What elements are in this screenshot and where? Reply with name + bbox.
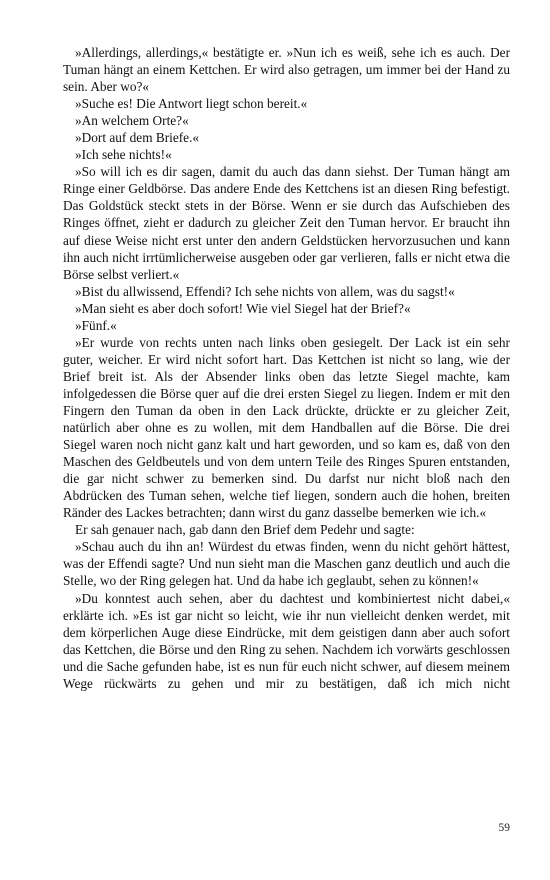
paragraph: Er sah genauer nach, gab dann den Brief dem Pedehr und sagte: [75,522,415,538]
paragraph: »Schau auch du ihn an! Würdest du etwas finden, wenn du nicht gehört hättest, was der Effendi sagte? Und nun sieht man die Maschen ganz deutlich und auch die Stelle, wo der Ring gelegen hat. Und da habe ich geglaubt, sehen zu können!« [63,539,510,589]
paragraph: »Suche es! Die Antwort liegt schon bereit.« [75,96,308,112]
paragraph: »Ich sehe nichts!« [75,147,172,163]
paragraph: »Bist du allwissend, Effendi? Ich sehe nichts von allem, was du sagst!« [75,283,455,299]
paragraph: »Man sieht es aber doch sofort! Wie viel Siegel hat der Brief?« [75,300,411,316]
page-number: 59 [498,822,510,834]
body-text [63,44,510,692]
paragraph: »Allerdings, allerdings,« bestätigte er. »Nun ich es weiß, sehe ich es auch. Der Tuman hängt an einem Kettchen. Er wird also getragen, um immer bei der Hand zu sein. Aber wo?« [63,45,510,95]
paragraph: »Dort auf dem Briefe.« [75,130,200,146]
paragraph: »Du konntest auch sehen, aber du dachtest und kombiniertest nicht dabei,« erklärte ich. »Es ist gar nicht so leicht, wie ihr nun vielleicht denken werdet, mit dem körperlichen Auge diese Eindrücke, mit dem geistigen dann aber auch sofort das Kettchen, die Börse und den Ring zu sehen. Nachdem ich vorwärts geschlossen und die Sache gefunden habe, ist es nun für euch nicht schwer, auf diesem meinem Wege rückwärts zu gehen und mir zu bestätigen, daß ich mich nicht [63,590,510,691]
paragraph: »Fünf.« [75,317,117,333]
paragraph: »Er wurde von rechts unten nach links oben gesiegelt. Der Lack ist ein sehr guter, weicher. Er wird nicht sofort hart. Das Kettchen ist nicht so lang, wie der Brief breit ist. Als der Absender links oben das letzte Siegel machte, kam infolgedessen die Börse quer auf die drei ersten Siegel zu liegen. Indem er mit den Fingern den Tuman da oben in den Lack drückte, drückte er zu gleicher Zeit, natürlich aber ohne es zu wollen, mit dem Handballen auf die Börse. Die drei Siegel waren noch nicht ganz kalt und hart geworden, und so kam es, daß von den Maschen des Geldbeutels und von dem untern Teile des Ringes Spuren entstanden, die gar nicht schwer zu bemerken sind. Du darfst nur nicht bloß nach den Abdrücken des Tuman sehen, welche tief liegen, sondern auch die hohen, breiten Ränder des Lackes betrachten; dann wirst du ganz dasselbe bemerken wie ich.« [63,334,510,521]
paragraph: »An welchem Orte?« [75,113,189,129]
paragraph: »So will ich es dir sagen, damit du auch das dann siehst. Der Tuman hängt am Ringe einer Geldbörse. Das andere Ende des Kettchens ist an diesen Ring befestigt. Das Goldstück steckt stets in der Börse. Wenn er sie durch das Aufschieben des Ringes öffnet, zieht er dadurch zu gleicher Zeit den Tuman hervor. Er braucht ihn auf diese Weise nicht erst unter den andern Geldstücken hervorzusuchen und kann ihn auch nicht irrtümlicherweise ausgeben oder gar verlieren, falls er nicht etwa die Börse selbst verliert.« [63,164,510,282]
